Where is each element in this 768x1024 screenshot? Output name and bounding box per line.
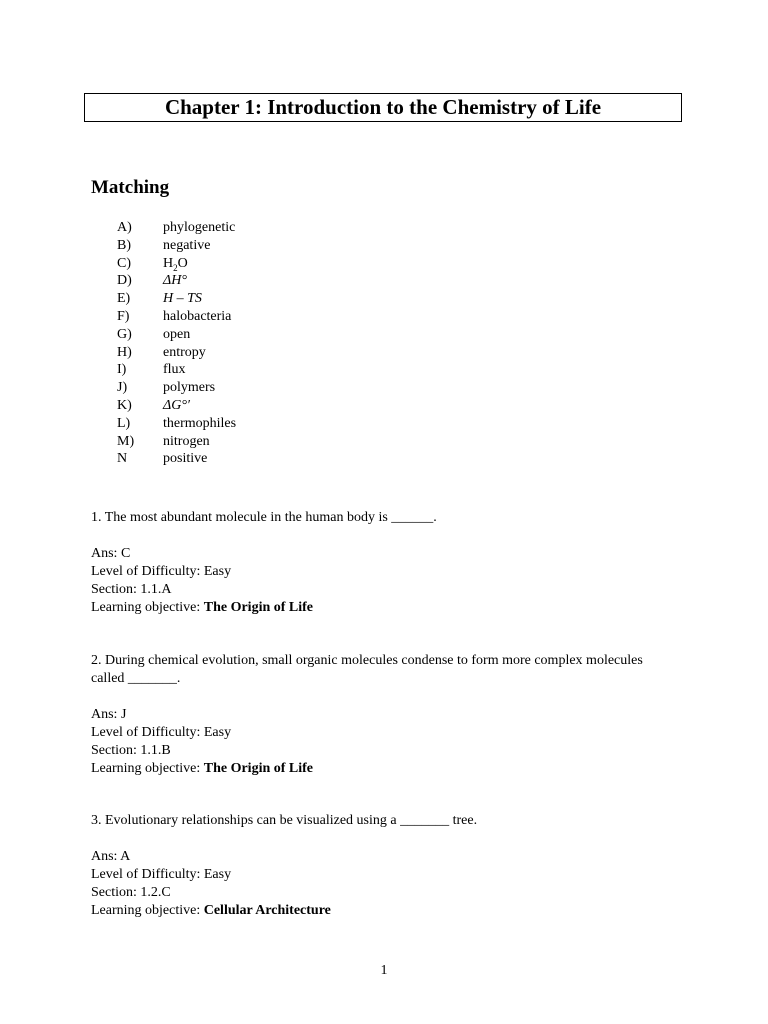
learning-objective-label: Learning objective: [91, 903, 204, 918]
matching-list [117, 219, 236, 468]
matching-item [117, 290, 236, 308]
section-line: Section: 1.1.A [91, 582, 172, 597]
difficulty-line: Level of Difficulty: Easy [91, 867, 232, 882]
answer-line: Ans: C [91, 546, 131, 561]
learning-objective-line [91, 902, 651, 920]
matching-term [163, 255, 188, 273]
matching-item [117, 344, 236, 362]
learning-objective-value: The Origin of Life [203, 761, 314, 776]
matching-item [117, 308, 236, 326]
matching-term: negative [163, 237, 211, 253]
matching-term: nitrogen [163, 433, 210, 449]
learning-objective-value: The Origin of Life [203, 600, 314, 615]
section-line: Section: 1.1.B [91, 743, 171, 758]
matching-item [117, 255, 236, 273]
section-heading-matching: Matching [91, 177, 170, 198]
matching-letter: J) [117, 380, 128, 396]
matching-item [117, 326, 236, 344]
matching-term: phylogenetic [163, 220, 236, 235]
section-line: Section: 1.2.C [91, 885, 171, 900]
question-meta [91, 545, 651, 617]
matching-item [117, 361, 236, 379]
difficulty-line: Level of Difficulty: Easy [91, 725, 232, 740]
matching-letter: D) [117, 273, 132, 289]
question-text: 1. The most abundant molecule in the human body is ______. [91, 510, 437, 525]
matching-item [117, 450, 236, 468]
learning-objective-line [91, 760, 651, 778]
learning-objective-label: Learning objective: [91, 600, 204, 615]
matching-letter: M) [117, 433, 135, 449]
matching-term: ΔG°′ [163, 397, 190, 413]
answer-line: Ans: A [91, 849, 131, 864]
matching-item [117, 237, 236, 255]
matching-item [117, 272, 236, 290]
matching-term: flux [163, 362, 186, 378]
difficulty-line: Level of Difficulty: Easy [91, 564, 232, 579]
matching-item [117, 379, 236, 397]
matching-letter: N [117, 451, 128, 467]
matching-letter: B) [117, 237, 131, 253]
matching-letter: G) [117, 326, 132, 342]
question-1 [91, 509, 651, 617]
question-3 [91, 812, 651, 920]
chapter-title-box [84, 93, 682, 122]
matching-letter: K) [117, 397, 132, 413]
matching-item [117, 433, 236, 451]
matching-term: halobacteria [163, 308, 232, 324]
matching-letter: H) [117, 344, 132, 360]
matching-term: thermophiles [163, 415, 237, 431]
formula-subscript: 2 [173, 262, 178, 273]
formula-main: H [163, 255, 174, 271]
matching-term: entropy [163, 344, 206, 360]
matching-letter: I) [117, 362, 127, 378]
question-meta [91, 706, 651, 778]
matching-item [117, 397, 236, 415]
matching-letter: E) [117, 291, 131, 307]
answer-line: Ans: J [91, 707, 127, 722]
matching-letter: A) [117, 220, 132, 235]
matching-term: ΔH° [163, 273, 187, 289]
matching-item [117, 415, 236, 433]
question-meta [91, 848, 651, 920]
question-2 [91, 652, 651, 778]
matching-item [117, 219, 236, 237]
matching-letter: F) [117, 308, 130, 324]
matching-letter: L) [117, 415, 131, 431]
question-text: 2. During chemical evolution, small organic molecules condense to form more complex molecules called _______. [91, 653, 643, 686]
formula-end: O [177, 255, 188, 271]
learning-objective-label: Learning objective: [91, 761, 204, 776]
matching-term: positive [163, 451, 208, 467]
matching-term: polymers [163, 380, 216, 396]
learning-objective-line [91, 599, 651, 617]
matching-term: open [163, 326, 191, 342]
matching-letter: C) [117, 255, 131, 271]
chapter-title: Chapter 1: Introduction to the Chemistry of Life [164, 95, 602, 119]
learning-objective-value: Cellular Architecture [203, 903, 331, 918]
question-text: 3. Evolutionary relationships can be visualized using a _______ tree. [91, 813, 478, 828]
matching-term: H – TS [163, 291, 202, 307]
page-number: 1 [380, 963, 388, 978]
